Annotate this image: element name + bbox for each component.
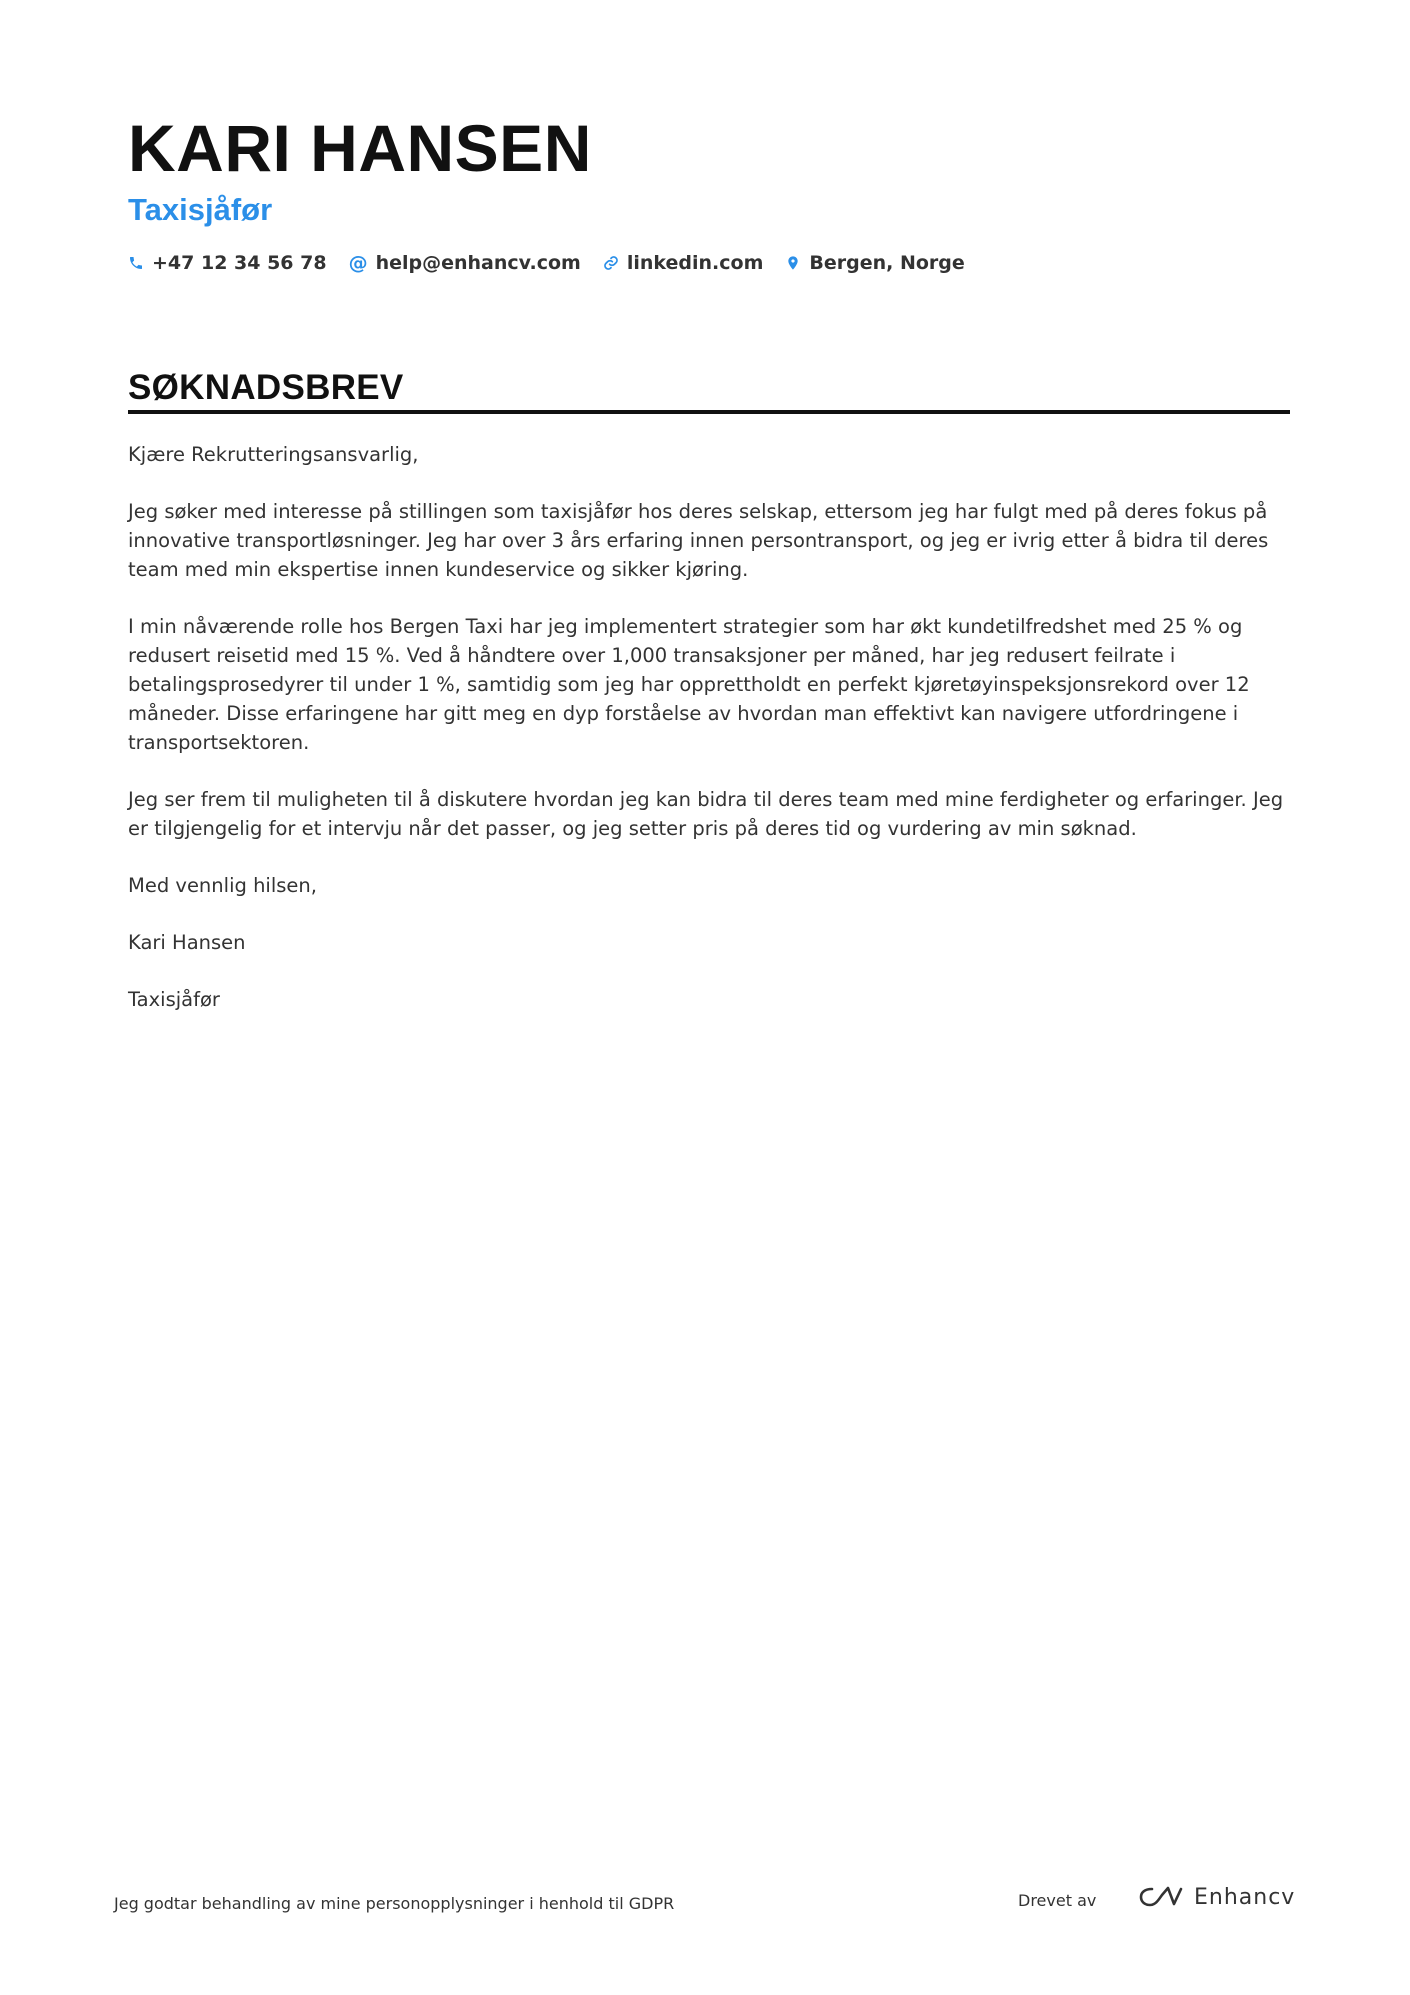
signature-title: Taxisjåfør xyxy=(128,988,220,1011)
gdpr-note: Jeg godtar behandling av mine personopplysninger i henhold til GDPR xyxy=(114,1894,675,1913)
letter-paragraph: Jeg ser frem til muligheten til å diskutere hvordan jeg kan bidra til deres team med mine ferdigheter og erfaringer. Jeg er tilgjengelig for et intervju når det passer, og jeg setter pris på deres tid og vurdering av min søknad. xyxy=(128,788,1284,840)
job-title: Taxisjåfør xyxy=(128,192,273,227)
at-icon: @ xyxy=(348,252,368,274)
letter-greeting: Kjære Rekrutteringsansvarlig, xyxy=(128,443,419,466)
letter-closing: Med vennlig hilsen, xyxy=(128,874,317,897)
section-divider xyxy=(128,410,1290,414)
letter-paragraph: Jeg søker med interesse på stillingen som taxisjåfør hos deres selskap, ettersom jeg har fulgt med på deres fokus på innovative transportløsninger. Jeg har over 3 års erfaring innen persontransport, og jeg er ivrig etter å bidra til deres team med min ekspertise innen kundeservice og sikker kjøring. xyxy=(128,500,1269,581)
link-icon xyxy=(603,255,619,271)
contact-row xyxy=(128,252,965,274)
phone-icon xyxy=(128,255,144,271)
email-text: help@enhancv.com xyxy=(375,252,581,274)
letter-body xyxy=(128,440,1290,1042)
contact-phone xyxy=(128,252,327,274)
enhancv-brand-link[interactable] xyxy=(1138,1884,1295,1910)
contact-email xyxy=(349,252,581,274)
linkedin-text: linkedin.com xyxy=(626,252,764,274)
enhancv-brand-name: Enhancv xyxy=(1194,1884,1296,1910)
phone-text: +47 12 34 56 78 xyxy=(152,252,327,274)
contact-linkedin xyxy=(603,252,764,274)
applicant-name: KARI HANSEN xyxy=(128,111,592,185)
enhancv-logo-icon xyxy=(1138,1884,1184,1910)
letter-paragraph: I min nåværende rolle hos Bergen Taxi har jeg implementert strategier som har økt kundetilfredshet med 25 % og redusert reisetid med 15 %. Ved å håndtere over 1,000 transaksjoner per måned, har jeg redusert feilrate i betalingsprosedyrer til under 1 %, samtidig som jeg har opprettholdt en perfekt kjøretøyinspeksjonsrekord over 12 måneder. Disse erfaringene har gitt meg en dyp forståelse av hvordan man effektivt kan navigere utfordringene i transportsektoren. xyxy=(128,615,1250,754)
contact-location xyxy=(785,252,964,274)
powered-by-label: Drevet av xyxy=(1018,1891,1097,1910)
location-text: Bergen, Norge xyxy=(809,252,965,274)
signature-name: Kari Hansen xyxy=(128,931,246,954)
map-pin-icon xyxy=(785,255,801,271)
section-title: SØKNADSBREV xyxy=(128,368,404,407)
